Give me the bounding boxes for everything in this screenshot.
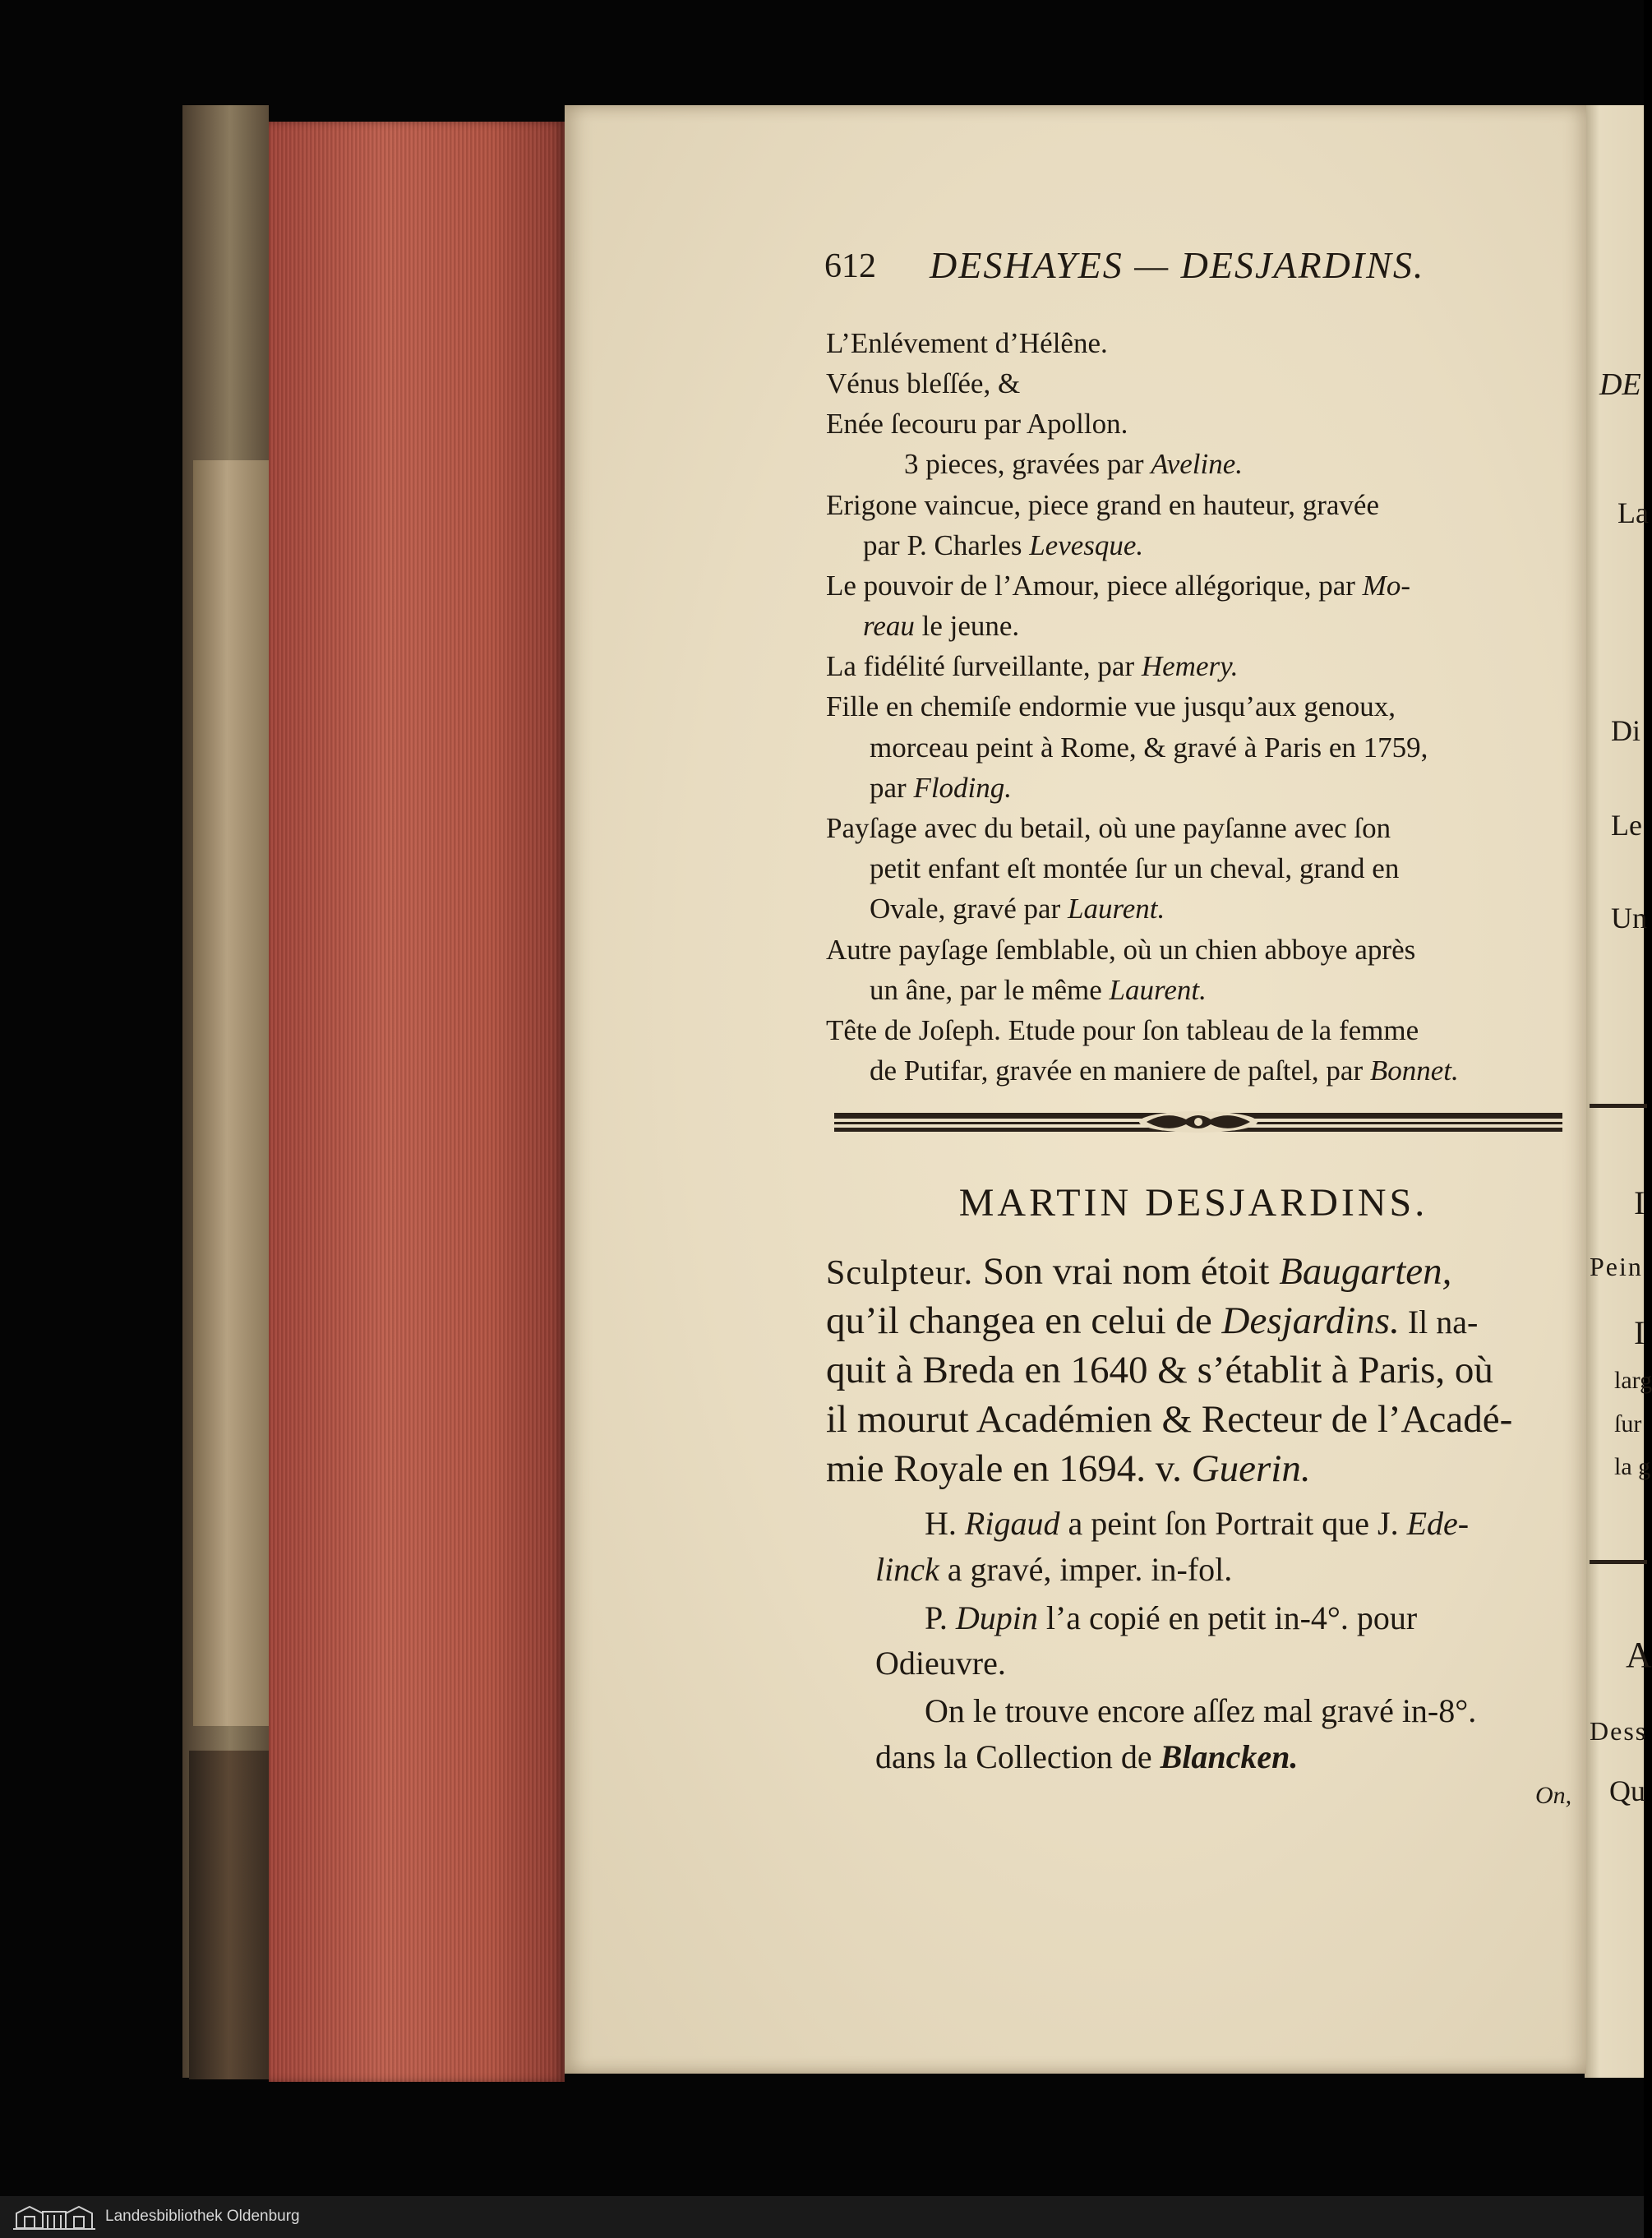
entry-line: de Putifar, gravée en maniere de paſtel, par Bonnet. bbox=[870, 1054, 1459, 1087]
body-line: linck a gravé, imper. in-fol. bbox=[875, 1551, 1233, 1588]
entry-line: Tête de Joſeph. Etude pour ſon tableau de la femme bbox=[826, 1014, 1419, 1046]
library-name: Landesbibliothek Oldenburg bbox=[105, 2208, 300, 2225]
body-line: qu’il changea en celui de Desjardins. Il na- bbox=[826, 1299, 1479, 1342]
next-page-fragment: larg bbox=[1614, 1367, 1652, 1394]
fleuron-icon bbox=[834, 1108, 1562, 1136]
ornamental-divider bbox=[834, 1108, 1562, 1136]
entry-line: Vénus bleſſée, & bbox=[826, 367, 1021, 399]
spine-highlight bbox=[193, 460, 269, 1726]
body-line: dans la Collection de Blancken. bbox=[875, 1738, 1299, 1775]
entry-line: Ovale, gravé par Laurent. bbox=[870, 893, 1165, 925]
body-line: H. Rigaud a peint ſon Portrait que J. Ede- bbox=[925, 1505, 1470, 1542]
page-number: 612 bbox=[824, 247, 876, 285]
next-page-fragment: la g bbox=[1614, 1453, 1651, 1480]
entry-line: Autre payſage ſemblable, où un chien abboye après bbox=[826, 934, 1416, 966]
spine-worn-area bbox=[189, 1751, 269, 2079]
entry-line: Payſage avec du betail, où une payſanne avec ſon bbox=[826, 812, 1391, 844]
next-page-fragment: A bbox=[1626, 1635, 1652, 1675]
body-line: Odieuvre. bbox=[875, 1645, 1006, 1682]
entry-line: Fille en chemiſe endormie vue jusqu’aux genoux, bbox=[826, 690, 1396, 722]
catchword: On, bbox=[1535, 1782, 1572, 1809]
entry-line: Enée ſecouru par Apollon. bbox=[826, 408, 1128, 440]
body-line: Sculpteur. Son vrai nom étoit Baugarten, bbox=[826, 1250, 1452, 1293]
next-page-fragment: Un bbox=[1611, 902, 1647, 934]
body-line: il mourut Académien & Recteur de l’Acadé- bbox=[826, 1398, 1513, 1441]
body-line: On le trouve encore aſſez mal gravé in-8°. bbox=[925, 1692, 1477, 1729]
next-page-fragment: I bbox=[1634, 1184, 1645, 1221]
entry-line: reau le jeune. bbox=[863, 610, 1020, 642]
entry-line: L’Enlévement d’Hélêne. bbox=[826, 327, 1108, 359]
entry-line: 3 pieces, gravées par Aveline. bbox=[904, 448, 1244, 480]
body-line: P. Dupin l’a copié en petit in-4°. pour bbox=[925, 1599, 1418, 1636]
library-building-icon bbox=[12, 2202, 97, 2231]
next-page-fragment: Le bbox=[1611, 809, 1642, 842]
footer-bar bbox=[0, 2196, 1644, 2238]
entry-line: petit enfant eſt montée ſur un cheval, grand en bbox=[870, 852, 1400, 884]
next-page-fragment: Qu bbox=[1609, 1774, 1645, 1807]
next-page-rule bbox=[1590, 1104, 1647, 1108]
entry-line: par Floding. bbox=[870, 772, 1013, 804]
entry-line: Le pouvoir de l’Amour, piece allégorique, par Mo- bbox=[826, 570, 1410, 602]
running-head bbox=[824, 244, 1507, 296]
running-title: DESHAYES — DESJARDINS. bbox=[930, 244, 1425, 286]
red-page-edges bbox=[269, 122, 565, 2082]
next-page-fragment: DE bbox=[1599, 367, 1641, 402]
entry-line: Erigone vaincue, piece grand en hauteur, gravée bbox=[826, 489, 1379, 521]
entry-line: un âne, par le même Laurent. bbox=[870, 974, 1207, 1006]
entry-line: morceau peint à Rome, & gravé à Paris en 1759, bbox=[870, 731, 1428, 764]
next-page-fragment: Dess bbox=[1590, 1716, 1648, 1746]
next-page-fragment: La bbox=[1617, 496, 1649, 529]
next-page-fragment: ſur bbox=[1614, 1410, 1642, 1437]
entry-line: par P. Charles Levesque. bbox=[863, 529, 1144, 561]
entry-line: La fidélité ſurveillante, par Hemery. bbox=[826, 650, 1239, 682]
next-page-rule bbox=[1590, 1560, 1647, 1564]
next-page-edge bbox=[1585, 105, 1652, 2078]
next-page-fragment: I bbox=[1634, 1314, 1645, 1351]
section-heading: MARTIN DESJARDINS. bbox=[958, 1181, 1428, 1225]
body-line: quit à Breda en 1640 & s’établit à Paris, où bbox=[826, 1349, 1493, 1391]
book-page-612 bbox=[565, 105, 1586, 2074]
next-page-fragment: Di bbox=[1611, 714, 1640, 747]
body-line: mie Royale en 1694. v. Guerin. bbox=[826, 1447, 1311, 1490]
next-page-fragment: Pein bbox=[1590, 1252, 1643, 1281]
